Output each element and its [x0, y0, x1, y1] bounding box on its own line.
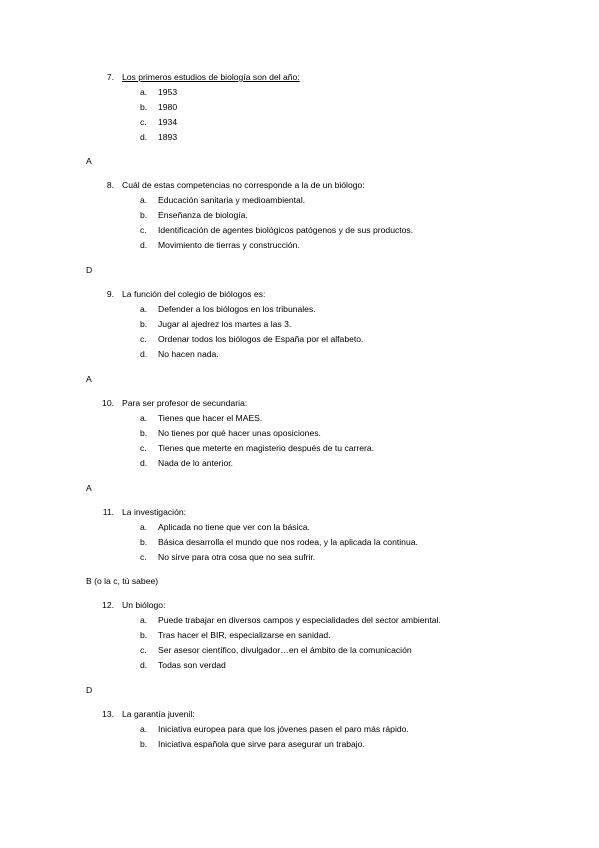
- option-text: Puede trabajar en diversos campos y especialidades del sector ambiental.: [158, 615, 441, 625]
- option-text: Jugar al ajedrez los martes a las 3.: [158, 319, 292, 329]
- option-letter: d.: [140, 240, 148, 250]
- question-text: Cuál de estas competencias no corresponde a la de un biólogo:: [122, 180, 365, 190]
- option-letter: a.: [140, 724, 148, 734]
- option-a: [0, 613, 599, 628]
- option-text: No tienes por qué hacer unas oposiciones.: [158, 428, 321, 438]
- option-text: Tras hacer el BIR, especializarse en sanidad.: [158, 630, 331, 640]
- option-letter: b.: [140, 319, 148, 329]
- option-letter: b.: [140, 537, 148, 547]
- option-d: [0, 456, 599, 471]
- option-c: [0, 550, 599, 565]
- option-letter: c.: [140, 225, 147, 235]
- option-b: [0, 535, 599, 550]
- option-text: Básica desarrolla el mundo que nos rodea, y la aplicada la continua.: [158, 537, 418, 547]
- option-letter: a.: [140, 304, 148, 314]
- option-text: Aplicada no tiene que ver con la básica.: [158, 522, 310, 532]
- answer-11: B (o la c, tú sabee): [86, 576, 159, 586]
- question-8: [0, 178, 599, 193]
- question-text: La función del colegio de biólogos es:: [122, 289, 266, 299]
- question-text: Los primeros estudios de biología son del año:: [122, 72, 300, 82]
- question-10: [0, 396, 599, 411]
- option-letter: a.: [140, 87, 148, 97]
- option-text: Nada de lo anterior.: [158, 458, 234, 468]
- option-letter: b.: [140, 428, 148, 438]
- option-letter: d.: [140, 349, 148, 359]
- question-text: Para ser profesor de secundaria:: [122, 398, 248, 408]
- option-b: [0, 426, 599, 441]
- question-block-13: [0, 707, 599, 752]
- question-text: Un biólogo:: [122, 600, 166, 610]
- option-a: [0, 520, 599, 535]
- option-letter: d.: [140, 458, 148, 468]
- option-b: [0, 628, 599, 643]
- option-d: [0, 658, 599, 673]
- option-text: 1893: [158, 132, 178, 142]
- option-text: 1953: [158, 87, 178, 97]
- option-text: Enseñanza de biología.: [158, 210, 248, 220]
- question-12: [0, 598, 599, 613]
- option-letter: b.: [140, 739, 148, 749]
- question-block-10: [0, 396, 599, 471]
- question-number: 12.: [102, 600, 114, 610]
- option-b: [0, 208, 599, 223]
- option-text: Ordenar todos los biólogos de España por el alfabeto.: [158, 334, 364, 344]
- option-text: 1980: [158, 102, 178, 112]
- option-c: [0, 223, 599, 238]
- question-number: 10.: [102, 398, 114, 408]
- option-a: [0, 302, 599, 317]
- option-letter: c.: [140, 117, 147, 127]
- option-d: [0, 238, 599, 253]
- option-a: [0, 193, 599, 208]
- question-text: La garantía juvenil:: [122, 709, 195, 719]
- question-block-12: [0, 598, 599, 673]
- answer-8: D: [86, 265, 93, 275]
- option-text: 1934: [158, 117, 178, 127]
- question-block-7: [0, 70, 599, 145]
- option-letter: b.: [140, 210, 148, 220]
- answer-9: A: [86, 374, 92, 384]
- option-a: [0, 85, 599, 100]
- option-letter: c.: [140, 552, 147, 562]
- answer-7: A: [86, 156, 92, 166]
- answer-12: D: [86, 685, 93, 695]
- question-9: [0, 287, 599, 302]
- question-7: [0, 70, 599, 85]
- option-letter: b.: [140, 630, 148, 640]
- option-letter: d.: [140, 660, 148, 670]
- question-number: 11.: [102, 507, 114, 517]
- question-text: La investigación:: [122, 507, 187, 517]
- option-b: [0, 317, 599, 332]
- option-d: [0, 130, 599, 145]
- option-text: Tienes que meterte en magisterio después de tu carrera.: [158, 443, 375, 453]
- option-letter: a.: [140, 615, 148, 625]
- option-c: [0, 115, 599, 130]
- question-11: [0, 505, 599, 520]
- option-b: [0, 737, 599, 752]
- option-letter: a.: [140, 413, 148, 423]
- question-block-9: [0, 287, 599, 362]
- option-letter: c.: [140, 645, 147, 655]
- option-a: [0, 411, 599, 426]
- option-a: [0, 722, 599, 737]
- option-text: Ser asesor científico, divulgador…en el ámbito de la comunicación: [158, 645, 412, 655]
- option-text: No hacen nada.: [158, 349, 219, 359]
- question-number: 8.: [106, 180, 114, 190]
- question-number: 9.: [106, 289, 114, 299]
- option-c: [0, 643, 599, 658]
- question-number: 7.: [106, 72, 114, 82]
- option-c: [0, 332, 599, 347]
- option-letter: d.: [140, 132, 148, 142]
- question-block-11: [0, 505, 599, 565]
- option-letter: b.: [140, 102, 148, 112]
- option-text: Movimiento de tierras y construcción.: [158, 240, 300, 250]
- question-number: 13.: [102, 709, 114, 719]
- option-text: Tienes que hacer el MAES.: [158, 413, 263, 423]
- option-letter: a.: [140, 522, 148, 532]
- option-letter: a.: [140, 195, 148, 205]
- question-13: [0, 707, 599, 722]
- option-letter: c.: [140, 443, 147, 453]
- option-c: [0, 441, 599, 456]
- option-text: Identificación de agentes biológicos patógenos y de sus productos.: [158, 225, 414, 235]
- option-letter: c.: [140, 334, 147, 344]
- answer-10: A: [86, 483, 92, 493]
- option-text: Todas son verdad: [158, 660, 226, 670]
- option-text: Defender a los biólogos en los tribunales.: [158, 304, 316, 314]
- option-text: Iniciativa europea para que los jóvenes pasen el paro más rápido.: [158, 724, 409, 734]
- option-text: No sirve para otra cosa que no sea sufrir.: [158, 552, 316, 562]
- option-text: Educación sanitaria y medioambiental.: [158, 195, 306, 205]
- option-text: Iniciativa española que sirve para asegurar un trabajo.: [158, 739, 365, 749]
- question-block-8: [0, 178, 599, 253]
- option-b: [0, 100, 599, 115]
- option-d: [0, 347, 599, 362]
